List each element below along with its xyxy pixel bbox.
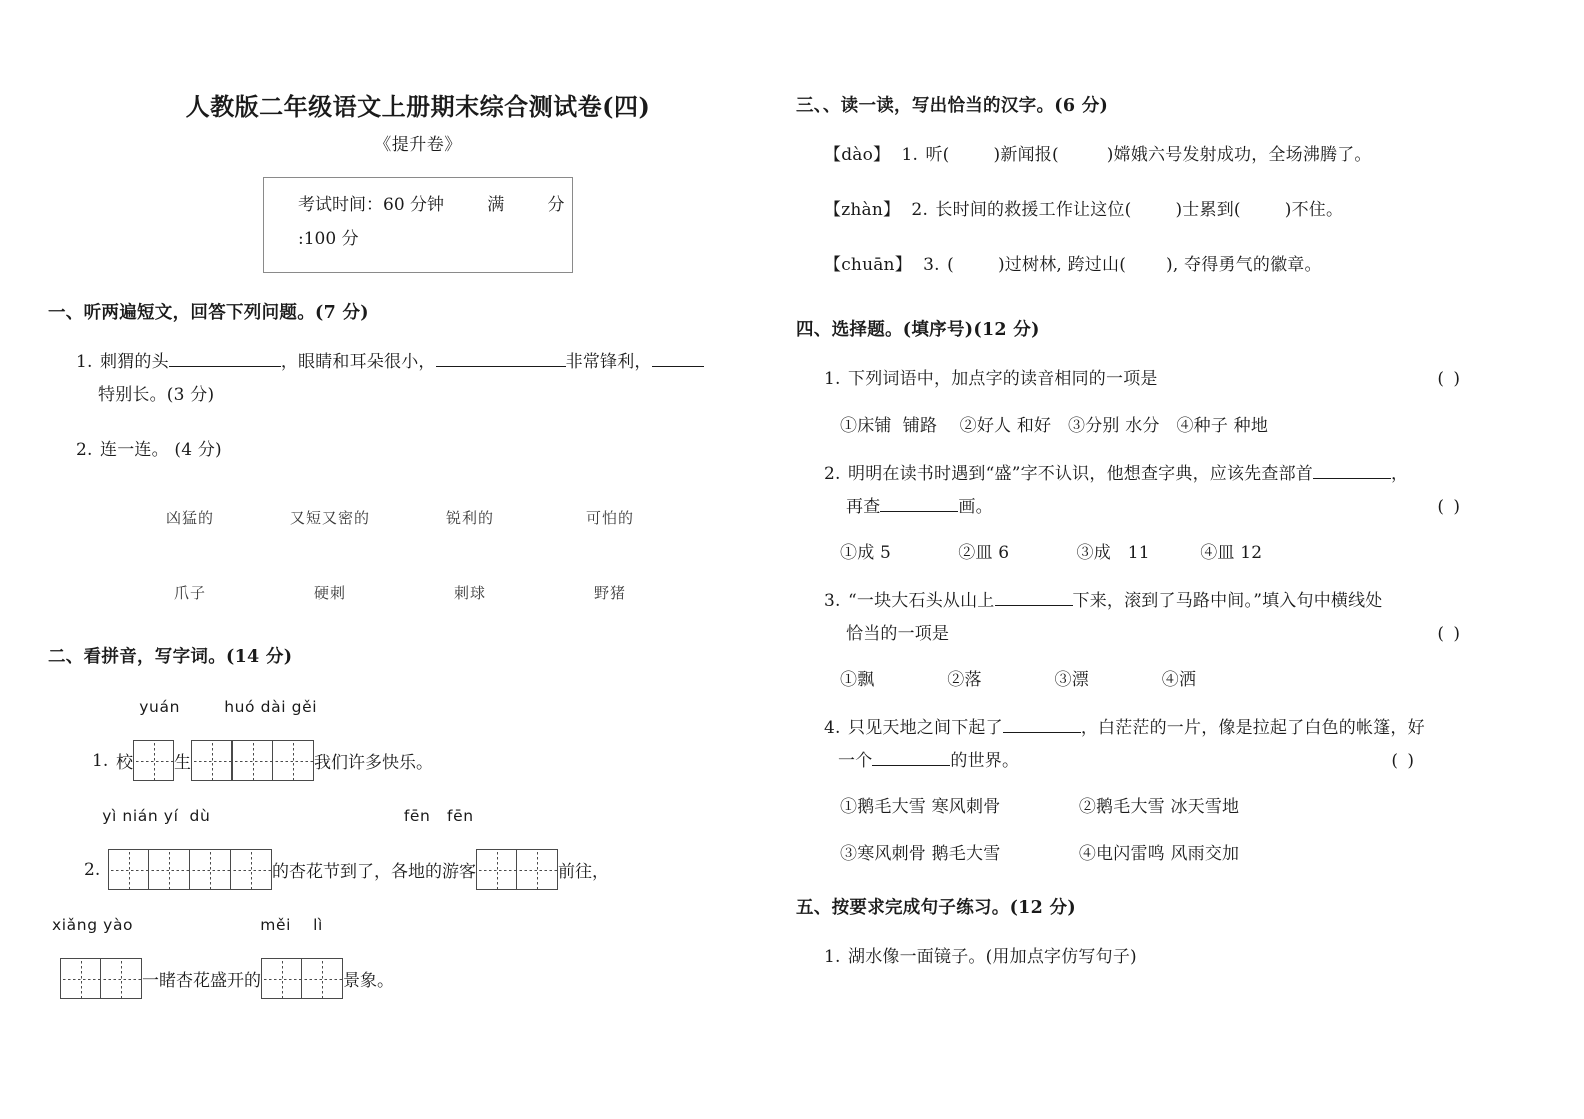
- section-1-question-1: [48, 346, 788, 412]
- section-3-item-1: [796, 139, 1536, 172]
- item-text-c: ), 夺得勇气的徽章。: [1166, 255, 1322, 276]
- match-item[interactable]: 硬刺: [313, 584, 346, 603]
- q3-stem-b: 下来，滚到了马路中间。”填入句中横线处: [1072, 590, 1383, 611]
- pinyin-bracket: 【dào】: [824, 145, 891, 165]
- section-4-heading: 四、选择题。(填序号)(12 分): [796, 320, 1040, 341]
- q1-text-part-2: ，眼睛和耳朵很小，: [280, 352, 436, 372]
- page-subtitle: 《提升卷》: [374, 135, 462, 155]
- matching-row-adjectives: [120, 507, 680, 528]
- section-2-heading: 二、看拼音，写字词。(14 分): [48, 647, 293, 668]
- tianzige-cell[interactable]: [190, 849, 231, 890]
- q1-text: 湖水像一面镜子。(用加点字仿写句子): [848, 947, 1137, 968]
- page-title: 人教版二年级语文上册期末综合测试卷(四): [185, 92, 651, 121]
- item-number: 2.: [911, 200, 929, 221]
- section-3-item-2: [796, 194, 1536, 227]
- writing-row-3: [48, 958, 788, 999]
- match-item[interactable]: 可怕的: [585, 509, 634, 528]
- q3-number: 3.: [824, 590, 841, 611]
- matching-row-nouns: [120, 582, 680, 603]
- section-5-question-1: [796, 941, 1536, 974]
- q3-answer-paren[interactable]: ( ): [1437, 623, 1462, 644]
- pinyin-bracket: 【chuān】: [824, 255, 912, 276]
- left-column: [48, 0, 788, 1119]
- tianzige-cell[interactable]: [191, 740, 232, 781]
- tianzige-cell[interactable]: [273, 740, 314, 781]
- row-3-mid-text: 一睹杏花盛开的: [142, 971, 261, 992]
- match-item[interactable]: 凶猛的: [165, 509, 214, 528]
- exam-total-score-text: :100 分: [298, 229, 359, 249]
- q2-answer-paren[interactable]: ( ): [1437, 496, 1462, 517]
- tianzige-cell[interactable]: [133, 740, 174, 781]
- section-1-heading: 一、听两遍短文，回答下列问题。(7 分): [48, 303, 369, 323]
- row-1-mid-char: 生: [174, 753, 191, 774]
- q2-stem-b: ，: [1390, 463, 1409, 484]
- tianzige-cell[interactable]: [517, 849, 558, 890]
- pinyin-bracket: 【zhàn】: [824, 200, 901, 221]
- q1-stem: 下列词语中，加点字的读音相同的一项是: [848, 369, 1158, 390]
- section-4-question-2: [796, 458, 1536, 524]
- tianzige-group[interactable]: [261, 958, 343, 999]
- q3-stem-c: 恰当的一项是: [846, 623, 950, 644]
- q1-text-part-1: 刺猬的头: [100, 352, 169, 372]
- item-text-b: )过树林, 跨过山(: [997, 255, 1127, 276]
- answer-blank[interactable]: [652, 366, 704, 367]
- q3-stem-a: “一块大石头从山上: [848, 590, 995, 611]
- tianzige-cell[interactable]: [108, 849, 149, 890]
- pinyin-hint-row-3: xiǎng yào měi lì: [52, 916, 323, 935]
- tianzige-group[interactable]: [476, 849, 558, 890]
- matching-exercise: [120, 493, 680, 613]
- q4-stem-c: 一个: [838, 751, 873, 772]
- tianzige-cell[interactable]: [476, 849, 517, 890]
- tianzige-cell[interactable]: [302, 958, 343, 999]
- tianzige-cell[interactable]: [232, 740, 273, 781]
- answer-blank[interactable]: [1003, 732, 1081, 733]
- item-text-a: (: [947, 255, 954, 276]
- section-4-question-4: [796, 712, 1536, 778]
- q2-stem-a: 明明在读书时遇到“盛”字不认识，他想查字典，应该先查部首: [848, 463, 1313, 484]
- section-4-question-1-options[interactable]: ①床铺 铺路 ②好人 和好 ③分别 水分 ④种子 种地: [840, 415, 1269, 436]
- section-4-question-1: [796, 363, 1536, 396]
- q4-stem-b: ，白茫茫的一片，像是拉起了白色的帐篷，好: [1080, 718, 1425, 739]
- answer-blank[interactable]: [872, 765, 950, 766]
- item-text-a: 听(: [925, 145, 950, 165]
- q1-number: 1.: [824, 947, 841, 968]
- q1-number: 1.: [76, 352, 93, 372]
- item-text-b: )新闻报(: [993, 145, 1059, 165]
- q4-stem-d: 的世界。: [950, 751, 1020, 772]
- item-text-b: )士累到(: [1175, 200, 1241, 221]
- item-text-c: )不住。: [1284, 200, 1344, 221]
- tianzige-cell[interactable]: [149, 849, 190, 890]
- answer-blank[interactable]: [436, 366, 566, 367]
- row-2-mid-text: 的杏花节到了，各地的游客: [272, 862, 476, 883]
- row-1-lead-char: 校: [116, 753, 133, 774]
- section-1-question-2: [48, 434, 788, 467]
- section-4-question-3: [796, 585, 1536, 651]
- exam-info-box: [263, 177, 573, 273]
- section-4-question-4-options-row-1[interactable]: ①鹅毛大雪 寒风刺骨 ②鹅毛大雪 冰天雪地: [840, 797, 1240, 818]
- section-4-question-4-options-row-2[interactable]: ③寒风刺骨 鹅毛大雪 ④电闪雷鸣 风雨交加: [840, 844, 1240, 865]
- q2-number: 2.: [824, 463, 841, 484]
- q4-answer-paren[interactable]: ( ): [1391, 751, 1416, 772]
- q2-number: 2.: [76, 440, 93, 461]
- writing-row-1: [48, 740, 788, 781]
- answer-blank[interactable]: [169, 366, 281, 367]
- tianzige-group[interactable]: [191, 740, 232, 781]
- item-number: 3.: [923, 255, 940, 276]
- tianzige-cell[interactable]: [101, 958, 142, 999]
- tianzige-cell[interactable]: [231, 849, 272, 890]
- match-item[interactable]: 野猪: [593, 584, 626, 603]
- answer-blank[interactable]: [995, 605, 1073, 606]
- q1-number: 1.: [824, 369, 841, 390]
- tianzige-cell[interactable]: [261, 958, 302, 999]
- section-4-question-3-options[interactable]: ①飘 ②落 ③漂 ④洒: [840, 670, 1197, 691]
- match-item[interactable]: 爪子: [173, 584, 206, 603]
- tianzige-group[interactable]: [108, 849, 272, 890]
- answer-blank[interactable]: [1313, 478, 1391, 479]
- row-2-number: 2.: [84, 859, 101, 880]
- section-4-question-2-options[interactable]: ①成 5 ②皿 6 ③成 11 ④皿 12: [840, 542, 1263, 563]
- item-text-a: 长时间的救援工作让这位(: [935, 200, 1132, 221]
- pinyin-hint-row-2: yì nián yí dù fēn fēn: [58, 807, 474, 826]
- q1-answer-paren[interactable]: ( ): [1437, 369, 1462, 390]
- q1-text-part-4: 特别长。(3 分): [98, 385, 215, 406]
- tianzige-group[interactable]: [133, 740, 174, 781]
- q2-stem-c: 再查: [846, 496, 881, 517]
- row-1-number: 1.: [92, 750, 109, 771]
- q2-text: 连一连。 (4 分): [100, 440, 222, 461]
- q2-stem-d: 画。: [958, 496, 993, 517]
- section-3-heading: 三、、读一读，写出恰当的汉字。(6 分): [796, 96, 1109, 116]
- item-text-c: )嫦娥六号发射成功，全场沸腾了。: [1106, 145, 1372, 165]
- row-3-tail-text: 景象。: [343, 971, 394, 992]
- writing-row-2: [48, 849, 788, 890]
- answer-blank[interactable]: [880, 511, 958, 512]
- q4-number: 4.: [824, 718, 841, 739]
- section-5-heading: 五、按要求完成句子练习。(12 分): [796, 898, 1076, 919]
- row-2-tail-text: 前往，: [558, 862, 609, 883]
- section-3-item-3: [796, 249, 1536, 282]
- item-number: 1.: [901, 145, 919, 165]
- tianzige-group[interactable]: [60, 958, 142, 999]
- match-item[interactable]: 锐利的: [445, 509, 494, 528]
- match-item[interactable]: 刺球: [453, 584, 486, 603]
- right-column: [796, 0, 1536, 1119]
- exam-duration-text: 考试时间：60 分钟 满 分: [298, 195, 565, 215]
- row-1-tail-text: 我们许多快乐。: [314, 753, 433, 774]
- tianzige-group[interactable]: [232, 740, 314, 781]
- pinyin-hint-row-1: yuán huó dài gěi: [84, 698, 318, 717]
- q1-text-part-3: 非常锋利，: [565, 352, 652, 372]
- match-item[interactable]: 又短又密的: [289, 509, 370, 528]
- q4-stem-a: 只见天地之间下起了: [848, 718, 1003, 739]
- tianzige-cell[interactable]: [60, 958, 101, 999]
